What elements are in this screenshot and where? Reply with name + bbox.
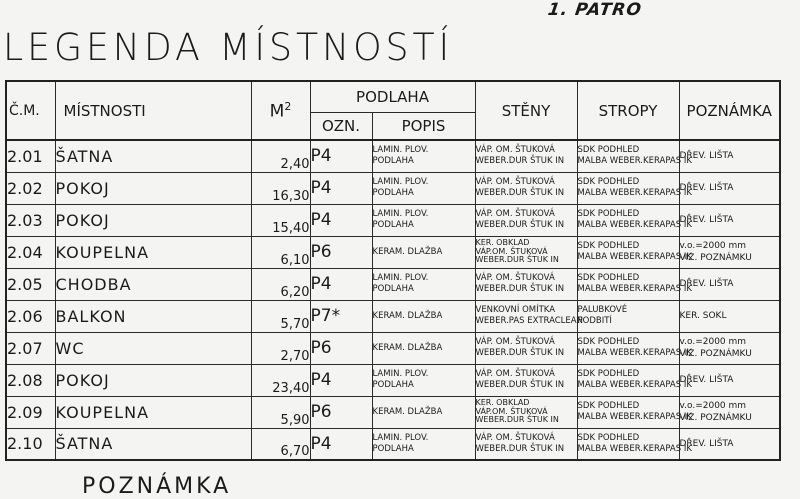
note-heading: POZNÁMKA	[82, 474, 232, 499]
walls-desc-line: VÁP. OM. ŠTUKOVÁ	[475, 369, 555, 379]
room-number: 2.04	[6, 236, 55, 268]
walls-desc	[475, 268, 577, 300]
ceiling-desc	[577, 364, 692, 396]
room-name: CHODBA	[55, 268, 251, 300]
room-note	[679, 236, 780, 268]
floor-desc-line: PODLAHA	[372, 220, 414, 230]
ceiling-desc	[577, 428, 692, 460]
ceiling-desc-line: MALBA WEBER.KERAPAS IK	[577, 348, 692, 358]
ceiling-desc	[577, 332, 692, 364]
room-area: 15,40	[251, 204, 310, 236]
room-name: POKOJ	[55, 172, 251, 204]
walls-desc-line: WEBER.DUR ŠTUK IN	[475, 188, 565, 198]
header-floor-desc: POPIS	[372, 112, 475, 140]
floor-desc-line: PODLAHA	[372, 284, 414, 294]
room-note-line: v.o.=2000 mm	[679, 241, 747, 251]
room-note	[679, 204, 780, 236]
room-name: KOUPELNA	[55, 396, 251, 428]
room-number: 2.03	[6, 204, 55, 236]
floor-code: P4	[310, 364, 372, 396]
walls-desc-line: WEBER.DUR ŠTUK IN	[475, 156, 565, 167]
room-note-line: DŘEV. LIŠTA	[679, 375, 734, 385]
room-note	[679, 364, 780, 396]
room-number: 2.06	[6, 300, 55, 332]
room-note-line: VIZ. POZNÁMKU	[679, 413, 752, 423]
walls-desc-line: VÁP. OM. ŠTUKOVÁ	[475, 337, 555, 347]
ceiling-desc-line: PODBITÍ	[577, 316, 612, 326]
ceiling-desc-line: PALUBKOVÉ	[577, 305, 628, 315]
header-room: MÍSTNOSTI	[55, 81, 251, 140]
ceiling-desc-line: MALBA WEBER.KERAPAS IK	[577, 252, 692, 262]
floor-desc-line: PODLAHA	[372, 188, 414, 198]
room-note-line: v.o.=2000 mm	[679, 337, 747, 347]
walls-desc	[475, 428, 577, 460]
table-body	[6, 140, 780, 460]
ceiling-desc-line: SDK PODHLED	[577, 369, 640, 379]
room-note	[679, 396, 780, 428]
room-number: 2.08	[6, 364, 55, 396]
floor-desc-line: PODLAHA	[372, 380, 414, 390]
walls-desc-line: WEBER.DUR ŠTUK IN	[475, 284, 565, 294]
ceiling-desc	[577, 268, 692, 300]
room-name: BALKON	[55, 300, 251, 332]
ceiling-desc-line: SDK PODHLED	[577, 145, 640, 156]
floor-desc-line: LAMIN. PLOV.	[372, 209, 429, 219]
walls-desc	[475, 140, 577, 172]
room-area: 16,30	[251, 172, 310, 204]
table-row	[6, 300, 780, 332]
header-walls: STĚNY	[475, 81, 577, 140]
walls-desc-line: VÁP.OM. ŠTUKOVÁ	[475, 406, 548, 416]
table-row	[6, 172, 780, 204]
room-note-line: v.o.=2000 mm	[679, 401, 747, 411]
header-room-number: Č.M.	[6, 81, 55, 140]
header-note: POZNÁMKA	[679, 81, 780, 140]
table-row	[6, 204, 780, 236]
ceiling-desc-line: MALBA WEBER.KERAPAS IK	[577, 188, 692, 198]
walls-desc	[475, 364, 577, 396]
walls-desc-line: VÁP. OM. ŠTUKOVÁ	[475, 432, 555, 443]
ceiling-desc	[577, 396, 692, 428]
ceiling-desc-line: MALBA WEBER.KERAPAS IK	[577, 284, 692, 294]
room-number: 2.09	[6, 396, 55, 428]
table-row	[6, 268, 780, 300]
floor-desc	[372, 300, 475, 332]
ceiling-desc-line: SDK PODHLED	[577, 177, 640, 187]
floor-code: P4	[310, 268, 372, 300]
room-number: 2.02	[6, 172, 55, 204]
ceiling-desc-line: MALBA WEBER.KERAPAS IK	[577, 220, 692, 230]
walls-desc-line: KER. OBKLAD	[475, 398, 530, 408]
table-row	[6, 396, 780, 428]
floor-desc	[372, 364, 475, 396]
ceiling-desc	[577, 204, 692, 236]
room-note	[679, 332, 780, 364]
floor-desc-line: LAMIN. PLOV.	[372, 145, 429, 156]
room-area: 2,70	[251, 332, 310, 364]
walls-desc-line: WEBER.DUR ŠTUK IN	[475, 255, 559, 265]
ceiling-desc	[577, 236, 692, 268]
header-ceilings: STROPY	[577, 81, 679, 140]
room-area: 5,70	[251, 300, 310, 332]
ceiling-desc-line: SDK PODHLED	[577, 241, 640, 251]
walls-desc	[475, 396, 577, 428]
floor-code: P7*	[310, 300, 372, 332]
walls-desc	[475, 172, 577, 204]
room-area: 23,40	[251, 364, 310, 396]
room-name: ŠATNA	[55, 428, 251, 460]
room-note-line: KER. SOKL	[679, 311, 727, 321]
header-area-base: M	[269, 101, 285, 122]
floor-desc-line: LAMIN. PLOV.	[372, 432, 429, 443]
floor-desc	[372, 204, 475, 236]
floor-desc	[372, 396, 475, 428]
room-note	[679, 140, 780, 172]
ceiling-desc-line: MALBA WEBER.KERAPAS IK	[577, 380, 692, 390]
ceiling-desc-line: SDK PODHLED	[577, 432, 640, 443]
room-note	[679, 300, 780, 332]
room-note-line: VIZ. POZNÁMKU	[679, 253, 752, 263]
table-row	[6, 332, 780, 364]
room-area: 6,10	[251, 236, 310, 268]
floor-desc-line: LAMIN. PLOV.	[372, 177, 429, 187]
floor-desc-line: KERAM. DLAŽBA	[372, 342, 443, 353]
room-legend-table	[5, 80, 781, 461]
header-area	[251, 81, 310, 140]
floor-desc-line: LAMIN. PLOV.	[372, 273, 429, 283]
floor-desc-line: KERAM. DLAŽBA	[372, 310, 443, 321]
walls-desc-line: KER. OBKLAD	[475, 238, 530, 248]
walls-desc-line: WEBER.DUR ŠTUK IN	[475, 443, 565, 454]
room-note-line: DŘEV. LIŠTA	[679, 438, 734, 449]
floor-code: P6	[310, 396, 372, 428]
floor-desc-line: PODLAHA	[372, 443, 414, 454]
ceiling-desc-line: MALBA WEBER.KERAPAS IK	[577, 412, 692, 422]
room-note-line: VIZ. POZNÁMKU	[679, 349, 752, 359]
walls-desc-line: VÁP. OM. ŠTUKOVÁ	[475, 273, 555, 283]
floor-desc	[372, 268, 475, 300]
floor-desc-line: KERAM. DLAŽBA	[372, 406, 443, 417]
room-name: KOUPELNA	[55, 236, 251, 268]
walls-desc	[475, 204, 577, 236]
ceiling-desc	[577, 140, 692, 172]
table-row	[6, 236, 780, 268]
room-area: 5,90	[251, 396, 310, 428]
table-row	[6, 364, 780, 396]
walls-desc	[475, 332, 577, 364]
room-note	[679, 428, 780, 460]
floor-code: P4	[310, 428, 372, 460]
room-note-line: DŘEV. LIŠTA	[679, 183, 734, 193]
table-row	[6, 428, 780, 460]
room-note	[679, 268, 780, 300]
floor-code: P4	[310, 172, 372, 204]
room-number: 2.10	[6, 428, 55, 460]
walls-desc	[475, 236, 577, 268]
walls-desc-line: WEBER.DUR ŠTUK IN	[475, 380, 565, 390]
walls-desc	[475, 300, 583, 332]
room-name: ŠATNA	[55, 140, 251, 172]
room-number: 2.07	[6, 332, 55, 364]
walls-desc-line: VENKOVNÍ OMÍTKA	[475, 305, 556, 315]
ceiling-desc-line: MALBA WEBER.KERAPAS IK	[577, 156, 692, 167]
floor-desc-line: LAMIN. PLOV.	[372, 369, 429, 379]
header-floor: PODLAHA	[310, 81, 475, 112]
floor-desc	[372, 332, 475, 364]
table-row	[6, 140, 780, 172]
floor-desc-line: PODLAHA	[372, 156, 414, 167]
walls-desc-line: VÁP. OM. ŠTUKOVÁ	[475, 177, 555, 187]
room-name: POKOJ	[55, 364, 251, 396]
walls-desc-line: VÁP. OM. ŠTUKOVÁ	[475, 145, 555, 156]
ceiling-desc-line: SDK PODHLED	[577, 337, 640, 347]
walls-desc-line: WEBER.DUR ŠTUK IN	[475, 220, 565, 230]
floor-desc	[372, 140, 475, 172]
room-number: 2.05	[6, 268, 55, 300]
floor-desc	[372, 172, 475, 204]
walls-desc-line: WEBER.DUR ŠTUK IN	[475, 415, 559, 425]
ceiling-desc	[577, 172, 692, 204]
ceiling-desc-line: MALBA WEBER.KERAPAS IK	[577, 443, 692, 454]
header-floor-code: OZN.	[310, 112, 372, 140]
floor-label: 1. PATRO	[546, 0, 644, 20]
ceiling-desc-line: SDK PODHLED	[577, 401, 640, 411]
floor-desc	[372, 428, 475, 460]
floor-code: P4	[310, 204, 372, 236]
walls-desc-line: VÁP. OM. ŠTUKOVÁ	[475, 209, 555, 219]
walls-desc-line: WEBER.DUR ŠTUK IN	[475, 348, 565, 358]
floor-desc-line: KERAM. DLAŽBA	[372, 246, 443, 257]
header-area-sup: 2	[284, 99, 292, 113]
room-area: 6,70	[251, 428, 310, 460]
walls-desc-line: WEBER.PAS EXTRACLEAN	[475, 316, 583, 326]
room-area: 6,20	[251, 268, 310, 300]
room-area: 2,40	[251, 140, 310, 172]
floor-code: P4	[310, 140, 372, 172]
floor-desc	[372, 236, 475, 268]
page-title: LEGENDA MÍSTNOSTÍ	[3, 26, 454, 69]
room-name: WC	[55, 332, 251, 364]
room-note-line: DŘEV. LIŠTA	[679, 215, 734, 225]
room-name: POKOJ	[55, 204, 251, 236]
room-number: 2.01	[6, 140, 55, 172]
ceiling-desc	[577, 300, 679, 332]
floor-code: P6	[310, 236, 372, 268]
room-note	[679, 172, 780, 204]
ceiling-desc-line: SDK PODHLED	[577, 209, 640, 219]
room-note-line: DŘEV. LIŠTA	[679, 151, 734, 162]
room-note-line: DŘEV. LIŠTA	[679, 279, 734, 289]
walls-desc-line: VÁP.OM. ŠTUKOVÁ	[475, 246, 548, 256]
ceiling-desc-line: SDK PODHLED	[577, 273, 640, 283]
floor-code: P6	[310, 332, 372, 364]
